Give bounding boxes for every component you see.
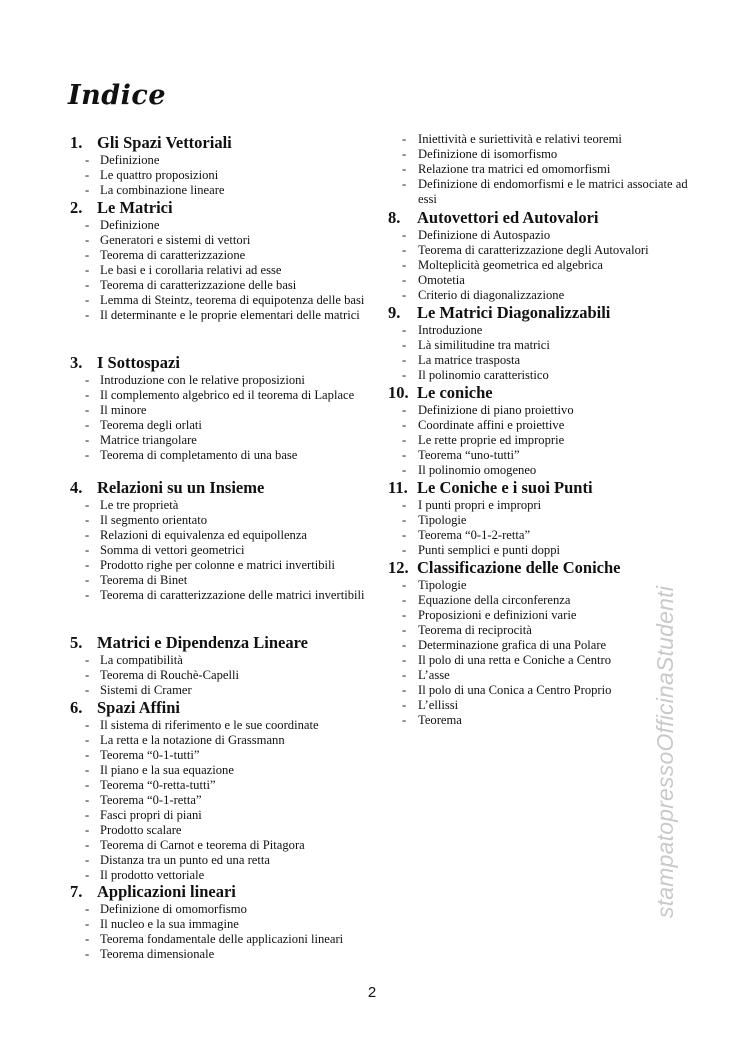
section-number: 2. bbox=[70, 198, 83, 217]
section-title: Le Matrici bbox=[97, 198, 173, 217]
toc-entry: - Relazione tra matrici ed omomorfismi bbox=[388, 162, 688, 177]
section-number: 3. bbox=[70, 353, 83, 372]
section-heading bbox=[70, 133, 375, 153]
section-items bbox=[388, 323, 688, 383]
toc-entry: - Il nucleo e la sua immagine bbox=[70, 917, 375, 932]
section-items bbox=[70, 718, 375, 883]
toc-entry: - Teorema degli orlati bbox=[70, 418, 375, 433]
section-number: 10. bbox=[388, 383, 409, 402]
toc-section bbox=[70, 478, 375, 603]
toc-entry: - Prodotto scalare bbox=[70, 823, 375, 838]
section-items bbox=[388, 228, 688, 303]
section-title: Spazi Affini bbox=[97, 698, 180, 717]
section-heading bbox=[70, 882, 375, 902]
toc-entry: - La combinazione lineare bbox=[70, 183, 375, 198]
section-title: Le coniche bbox=[417, 383, 493, 402]
toc-entry: - Tipologie bbox=[388, 513, 688, 528]
section-heading bbox=[388, 383, 688, 403]
toc-section bbox=[70, 882, 375, 962]
section-number: 8. bbox=[388, 208, 401, 227]
toc-entry: - Tipologie bbox=[388, 578, 688, 593]
toc-entry: - Le tre proprietà bbox=[70, 498, 375, 513]
toc-entry: - Molteplicità geometrica ed algebrica bbox=[388, 258, 688, 273]
toc-entry: - Teorema di Binet bbox=[70, 573, 375, 588]
toc-entry: - Teorema di caratterizzazione bbox=[70, 248, 375, 263]
section-number: 9. bbox=[388, 303, 401, 322]
toc-section bbox=[388, 208, 688, 303]
toc-entry: - L’asse bbox=[388, 668, 688, 683]
toc-entry: - Equazione della circonferenza bbox=[388, 593, 688, 608]
toc-entry: - Coordinate affini e proiettive bbox=[388, 418, 688, 433]
toc-entry: - Là similitudine tra matrici bbox=[388, 338, 688, 353]
toc-entry: - Punti semplici e punti doppi bbox=[388, 543, 688, 558]
watermark: stampatopressoOfficinaStudenti bbox=[652, 585, 678, 918]
section-title: Relazioni su un Insieme bbox=[97, 478, 265, 497]
toc-entry: - Il determinante e le proprie elementari delle matrici bbox=[70, 308, 375, 323]
section-heading bbox=[388, 303, 688, 323]
toc-entry: - Teorema di caratterizzazione degli Autovalori bbox=[388, 243, 688, 258]
toc-section bbox=[70, 633, 375, 698]
section-title: Applicazioni lineari bbox=[97, 882, 236, 901]
toc-entry: - Teorema “0-retta-tutti” bbox=[70, 778, 375, 793]
toc-entry: - Sistemi di Cramer bbox=[70, 683, 375, 698]
section-items bbox=[388, 403, 688, 478]
toc-entry: - Il segmento orientato bbox=[70, 513, 375, 528]
toc-entry: - Il complemento algebrico ed il teorema di Laplace bbox=[70, 388, 375, 403]
toc-entry: - Le quattro proposizioni bbox=[70, 168, 375, 183]
section-number: 1. bbox=[70, 133, 83, 152]
section-heading bbox=[70, 633, 375, 653]
toc-entry: - Teorema fondamentale delle applicazioni lineari bbox=[70, 932, 375, 947]
toc-entry: - Il prodotto vettoriale bbox=[70, 868, 375, 883]
section-title: Classificazione delle Coniche bbox=[417, 558, 621, 577]
section-items bbox=[388, 498, 688, 558]
toc-entry: - La retta e la notazione di Grassmann bbox=[70, 733, 375, 748]
section-items bbox=[70, 153, 375, 198]
toc-entry: - Il polo di una retta e Coniche a Centro bbox=[388, 653, 688, 668]
section-items bbox=[70, 902, 375, 962]
toc-entry: - Omotetia bbox=[388, 273, 688, 288]
section-title: Matrici e Dipendenza Lineare bbox=[97, 633, 308, 652]
toc-entry: - Il sistema di riferimento e le sue coordinate bbox=[70, 718, 375, 733]
toc-section bbox=[70, 198, 375, 323]
section-number: 12. bbox=[388, 558, 409, 577]
page-number: 2 bbox=[367, 984, 377, 1001]
toc-entry: - Fasci propri di piani bbox=[70, 808, 375, 823]
toc-entry: - Introduzione con le relative proposizioni bbox=[70, 373, 375, 388]
toc-entry: - Teorema di completamento di una base bbox=[70, 448, 375, 463]
toc-entry: - Iniettività e suriettività e relativi teoremi bbox=[388, 132, 688, 147]
section-number: 4. bbox=[70, 478, 83, 497]
section-title: Le Coniche e i suoi Punti bbox=[417, 478, 593, 497]
section-heading bbox=[70, 698, 375, 718]
toc-section bbox=[70, 353, 375, 463]
toc-entry: - Definizione di isomorfismo bbox=[388, 147, 688, 162]
section-heading bbox=[388, 478, 688, 498]
section-title: Gli Spazi Vettoriali bbox=[97, 133, 232, 152]
toc-entry: - Lemma di Steintz, teorema di equipotenza delle basi bbox=[70, 293, 375, 308]
toc-entry: - Il polinomio omogeneo bbox=[388, 463, 688, 478]
toc-entry: - I punti propri e impropri bbox=[388, 498, 688, 513]
toc-entry: - Distanza tra un punto ed una retta bbox=[70, 853, 375, 868]
toc-entry: - Teorema di Rouchè-Capelli bbox=[70, 668, 375, 683]
section-heading bbox=[388, 208, 688, 228]
toc-entry: - Definizione bbox=[70, 218, 375, 233]
section-title: Autovettori ed Autovalori bbox=[417, 208, 599, 227]
section-number: 7. bbox=[70, 882, 83, 901]
toc-entry: - Criterio di diagonalizzazione bbox=[388, 288, 688, 303]
section-items bbox=[70, 373, 375, 463]
toc-entry: - Prodotto righe per colonne e matrici invertibili bbox=[70, 558, 375, 573]
toc-entry: - L’ellissi bbox=[388, 698, 688, 713]
toc-entry: - La matrice trasposta bbox=[388, 353, 688, 368]
section-title: Le Matrici Diagonalizzabili bbox=[417, 303, 611, 322]
section-items bbox=[388, 132, 688, 207]
toc-entry: - Introduzione bbox=[388, 323, 688, 338]
toc-entry: - Determinazione grafica di una Polare bbox=[388, 638, 688, 653]
page-title: Indice bbox=[68, 80, 167, 111]
toc-entry: - Somma di vettori geometrici bbox=[70, 543, 375, 558]
toc-section bbox=[388, 383, 688, 478]
toc-section-continuation bbox=[388, 132, 688, 207]
toc-entry: - Le rette proprie ed improprie bbox=[388, 433, 688, 448]
toc-section bbox=[388, 303, 688, 383]
toc-entry: - Definizione di omomorfismo bbox=[70, 902, 375, 917]
section-heading bbox=[70, 353, 375, 373]
section-number: 6. bbox=[70, 698, 83, 717]
section-items bbox=[388, 578, 688, 728]
toc-entry: - Relazioni di equivalenza ed equipollenza bbox=[70, 528, 375, 543]
toc-section bbox=[70, 698, 375, 883]
toc-entry: - Definizione di piano proiettivo bbox=[388, 403, 688, 418]
toc-entry: - La compatibilità bbox=[70, 653, 375, 668]
toc-entry: - Teorema bbox=[388, 713, 688, 728]
toc-entry: - Il minore bbox=[70, 403, 375, 418]
toc-entry: - Matrice triangolare bbox=[70, 433, 375, 448]
section-items bbox=[70, 653, 375, 698]
toc-entry: - Proposizioni e definizioni varie bbox=[388, 608, 688, 623]
toc-entry: - Il piano e la sua equazione bbox=[70, 763, 375, 778]
section-items bbox=[70, 218, 375, 323]
toc-entry: - Il polinomio caratteristico bbox=[388, 368, 688, 383]
toc-entry: - Teorema “uno-tutti” bbox=[388, 448, 688, 463]
toc-entry: - Teorema di caratterizzazione delle basi bbox=[70, 278, 375, 293]
section-title: I Sottospazi bbox=[97, 353, 180, 372]
toc-section bbox=[388, 558, 688, 728]
toc-entry: - Teorema di reciprocità bbox=[388, 623, 688, 638]
toc-entry: - Le basi e i corollaria relativi ad esse bbox=[70, 263, 375, 278]
section-heading bbox=[70, 198, 375, 218]
section-heading bbox=[388, 558, 688, 578]
toc-entry: - Teorema dimensionale bbox=[70, 947, 375, 962]
section-number: 5. bbox=[70, 633, 83, 652]
toc-entry: - Il polo di una Conica a Centro Proprio bbox=[388, 683, 688, 698]
toc-entry: - Teorema “0-1-retta” bbox=[70, 793, 375, 808]
section-heading bbox=[70, 478, 375, 498]
toc-section bbox=[70, 133, 375, 198]
section-items bbox=[70, 498, 375, 603]
toc-entry: - Teorema “0-1-tutti” bbox=[70, 748, 375, 763]
toc-entry: - Teorema “0-1-2-retta” bbox=[388, 528, 688, 543]
toc-entry: - Teorema di caratterizzazione delle matrici invertibili bbox=[70, 588, 375, 603]
toc-entry: - Generatori e sistemi di vettori bbox=[70, 233, 375, 248]
toc-entry: - Definizione bbox=[70, 153, 375, 168]
section-number: 11. bbox=[388, 478, 408, 497]
toc-entry: - Teorema di Carnot e teorema di Pitagora bbox=[70, 838, 375, 853]
toc-entry: - Definizione di Autospazio bbox=[388, 228, 688, 243]
toc-entry: - Definizione di endomorfismi e le matrici associate ad essi bbox=[388, 177, 688, 207]
toc-section bbox=[388, 478, 688, 558]
